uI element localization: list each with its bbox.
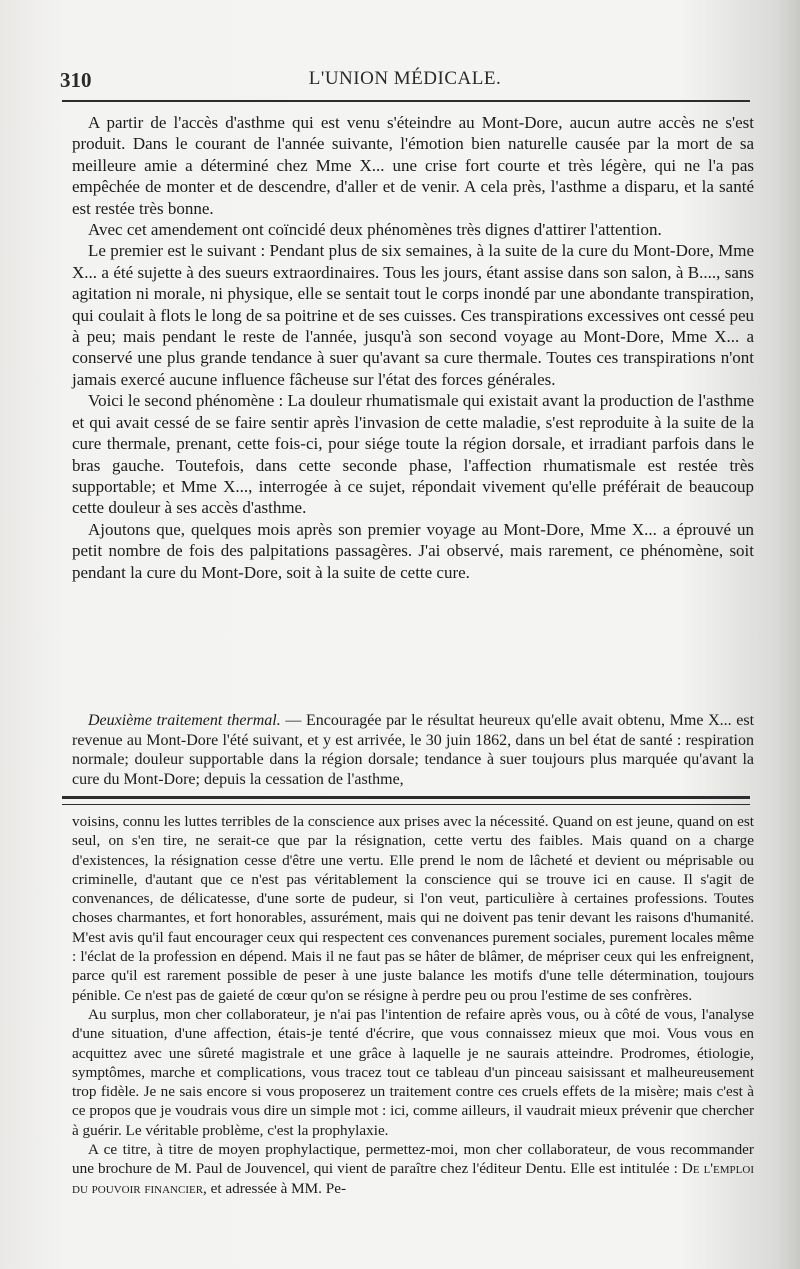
footnote-rule-thin (62, 804, 750, 805)
footnote-paragraph (72, 1140, 754, 1198)
running-head (60, 66, 750, 94)
journal-title: L'UNION MÉDICALE. (308, 68, 502, 89)
footnote (72, 812, 754, 1198)
header-rule (62, 100, 750, 102)
footnote-text: A ce titre, à titre de moyen prophylactique, permettez-moi, mon cher collaborateur, de vous recommander une brochure de M. Paul de Jouvencel, qui vient de paraître chez l'éditeur Dentu. Elle est intitulée : (72, 1141, 754, 1178)
footnote-text: , et adressée à MM. Pe- (203, 1179, 347, 1197)
footnote-rule (62, 796, 750, 799)
paragraph: A partir de l'accès d'asthme qui est venu s'éteindre au Mont-Dore, aucun autre accès ne s'est produit. Dans le courant de l'année suivante, l'émotion bien naturelle causée par la mort de sa meilleure amie a déterminé chez Mme X... une crise fort courte et très légère, qui ne l'a pas empêchée de monter et de descendre, d'aller et de venir. A cela près, l'asthme a disparu, et la santé est restée très bonne. (72, 113, 754, 218)
section-heading: Deuxième traitement thermal. (88, 712, 281, 729)
brochure-title: De l'emploi du pouvoir financier (72, 1160, 754, 1197)
section-text: — Encouragée par le résultat heureux qu'elle avait obtenu, Mme X... est revenue au Mont-Dore l'été suivant, et y est arrivée, le 30 juin 1862, dans un bel état de santé : respiration normale; douleur supportable dans la région dorsale; tendance à suer toujours plus marquée qu'avant la cure du Mont-Dore; depuis la cessation de l'asthme, (72, 712, 755, 788)
paragraph: Avec cet amendement ont coïncidé deux phénomènes très dignes d'attirer l'attention. (88, 220, 662, 240)
footnote-paragraph: voisins, connu les luttes terribles de la conscience aux prises avec la nécessité. Quand on est jeune, quand on est seul, on s'en tire, ne serait-ce que par la résignation, cette vertu des faibles. Mais quand on a charge d'existences, la résignation cesse d'être une vertu. Elle prend le nom de lâcheté et devient ou méprisable ou criminelle, d'autant que ce n'est pas véritablement la conscience qui se trouve ici en cause. Il s'agit de convenances, de délicatesse, d'une sorte de pudeur, si l'on veut, particulière à certaines professions. Toutes choses charmantes, et fort honorables, assurément, mais qui ne doivent pas tenir devant les raisons d'humanité. M'est avis qu'il faut encourager ceux qui respectent ces convenances purement sociales, purement locales même : l'éclat de la profession en dépend. Mais il ne faut pas se hâter de blâmer, de mépriser ceux qui les enfreignent, parce qu'il est rarement possible de peser à une juste balance les motifs d'une telle détermination, toujours pénible. Ce n'est pas de gaieté de cœur qu'on se résigne à perdre peu ou prou l'estime de ses confrères. (72, 813, 754, 1004)
page-number: 310 (60, 68, 92, 92)
second-treatment-section (72, 711, 754, 789)
main-text (72, 112, 754, 583)
paragraph (72, 711, 754, 789)
paragraph: Voici le second phénomène : La douleur rhumatismale qui existait avant la production de l'asthme et qui avait cessé de se faire sentir après l'invasion de cette maladie, s'est reproduite à la suite de la cure thermale, prenant, cette fois-ci, pour siége toute la région dorsale, et irradiant parfois dans le bras gauche. Toutefois, dans cette seconde phase, l'affection rhumatismale est restée très supportable; et Mme X..., interrogée à ce sujet, répondait vivement qu'elle préférait de beaucoup cette douleur à ses accès d'asthme. (72, 391, 754, 518)
footnote-paragraph: Au surplus, mon cher collaborateur, je n'ai pas l'intention de refaire après vous, ou à côté de vous, l'analyse d'une situation, d'une affection, étais-je tenté d'écrire, que vous connaissez mieux que moi. Vous vous en acquittez avec une sûreté magistrale et une grâce à laquelle je ne saurais atteindre. Prodromes, étiologie, symptômes, marche et complications, vous tracez tout ce tableau d'un pinceau saisissant et malheureusement trop fidèle. Je ne sais encore si vous proposerez un traitement contre ces cruels effets de la misère; mais c'est à ce propos que je voudrais vous dire un simple mot : ici, comme ailleurs, il vaudrait mieux prévenir que chercher à guérir. Le véritable problème, c'est la prophylaxie. (72, 1005, 754, 1139)
paragraph: Le premier est le suivant : Pendant plus de six semaines, à la suite de la cure du Mont-Dore, Mme X... a été sujette à des sueurs extraordinaires. Tous les jours, étant assise dans son salon, à B...., sans agitation ni morale, ni physique, elle se sentait tout le corps inondé par une abondante transpiration, qui coulait à flots le long de sa poitrine et de ses cuisses. Ces transpirations excessives ont cessé peu à peu; mais pendant le reste de l'année, jusqu'à son second voyage au Mont-Dore, Mme X... a conservé une plus grande tendance à suer qu'avant sa cure thermale. Toutes ces transpirations n'ont jamais exercé aucune influence fâcheuse sur l'état des forces générales. (72, 241, 754, 389)
paragraph: Ajoutons que, quelques mois après son premier voyage au Mont-Dore, Mme X... a éprouvé un petit nombre de fois des palpitations passagères. J'ai observé, mais rarement, ce phénomène, soit pendant la cure du Mont-Dore, soit à la suite de cette cure. (72, 519, 754, 582)
